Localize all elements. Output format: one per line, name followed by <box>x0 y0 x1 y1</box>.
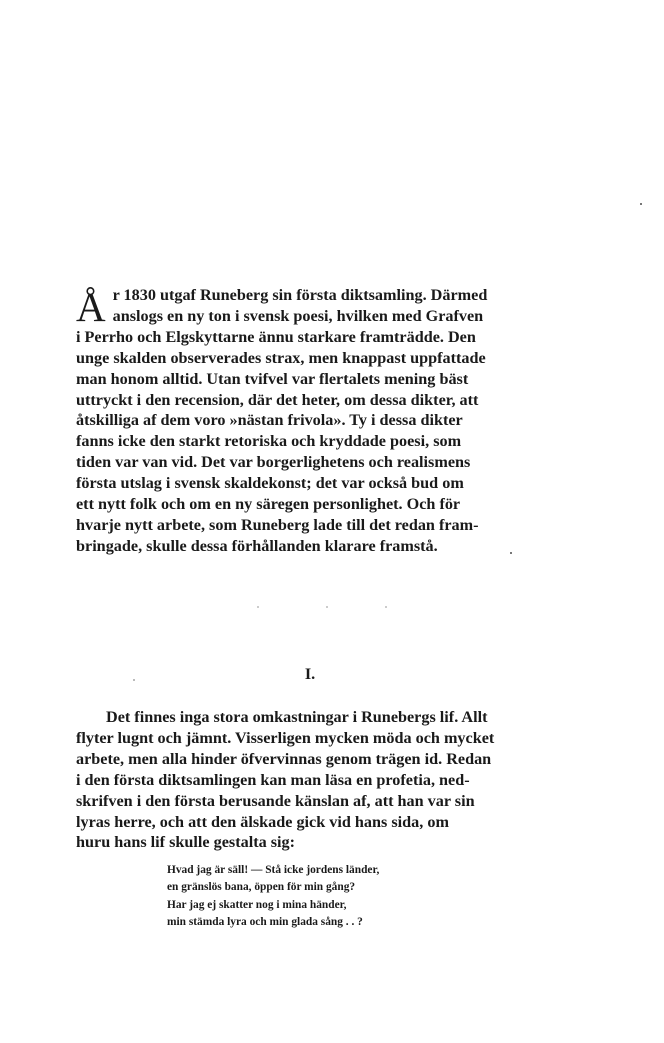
intro-line: första utslag i svensk skaldekonst; det var också bud om <box>76 474 464 493</box>
intro-line: tiden var van vid. Det var borgerlighetens och realismens <box>76 453 471 472</box>
intro-line: åtskilliga af dem voro »nästan frivola». Ty i dessa dikter <box>76 411 463 430</box>
print-speck <box>326 606 328 608</box>
body-line: skrifven i den första berusande känslan af, att han var sin <box>76 791 475 810</box>
intro-line: unge skalden observerades strax, men knappast uppfattade <box>76 348 486 367</box>
drop-cap-initial: Å <box>76 284 106 330</box>
body-paragraph <box>76 707 554 853</box>
poem-quote <box>167 862 507 932</box>
poem-line: en gränslös bana, öppen för min gång? <box>167 881 356 894</box>
body-line: Det finnes inga stora omkastningar i Runebergs lif. Allt <box>106 708 488 726</box>
intro-line: uttryckt i den recension, där det heter, om dessa dikter, att <box>76 390 479 409</box>
intro-line: fanns icke den starkt retoriska och kryddade poesi, som <box>76 432 462 451</box>
intro-line: r 1830 utgaf Runeberg sin första diktsamling. Därmed <box>112 286 488 304</box>
intro-line: anslogs en ny ton i svensk poesi, hvilken med Grafven <box>112 306 484 325</box>
print-speck <box>133 679 135 681</box>
body-line: i den första diktsamlingen kan man läsa en profetia, ned- <box>76 770 470 789</box>
body-line: arbete, men alla hinder öfvervinnas genom trägen id. Redan <box>76 749 492 768</box>
body-line: huru hans lif skulle gestalta sig: <box>76 833 296 852</box>
intro-paragraph <box>76 285 554 557</box>
body-line: flyter lugnt och jämnt. Visserligen mycken möda och mycket <box>76 728 495 747</box>
intro-line: bringade, skulle dessa förhållanden klarare framstå. <box>76 536 438 555</box>
intro-line: man honom alltid. Utan tvifvel var flertalets mening bäst <box>76 369 469 388</box>
poem-line: min stämda lyra och min glada sång . . ? <box>167 916 363 929</box>
print-speck <box>640 203 642 205</box>
intro-line: i Perrho och Elgskyttarne ännu starkare framträdde. Den <box>76 327 476 346</box>
print-speck <box>385 606 387 608</box>
poem-line: Hvad jag är säll! — Stå icke jordens länder, <box>167 864 380 876</box>
print-speck <box>257 606 259 608</box>
intro-line: hvarje nytt arbete, som Runeberg lade till det redan fram- <box>76 515 479 534</box>
body-line: lyras herre, och att den älskade gick vid hans sida, om <box>76 812 449 831</box>
intro-line: ett nytt folk och om en ny säregen personlighet. Och för <box>76 495 461 514</box>
section-number: I. <box>304 665 316 683</box>
print-speck <box>510 552 512 554</box>
poem-line: Har jag ej skatter nog i mina händer, <box>167 898 347 911</box>
